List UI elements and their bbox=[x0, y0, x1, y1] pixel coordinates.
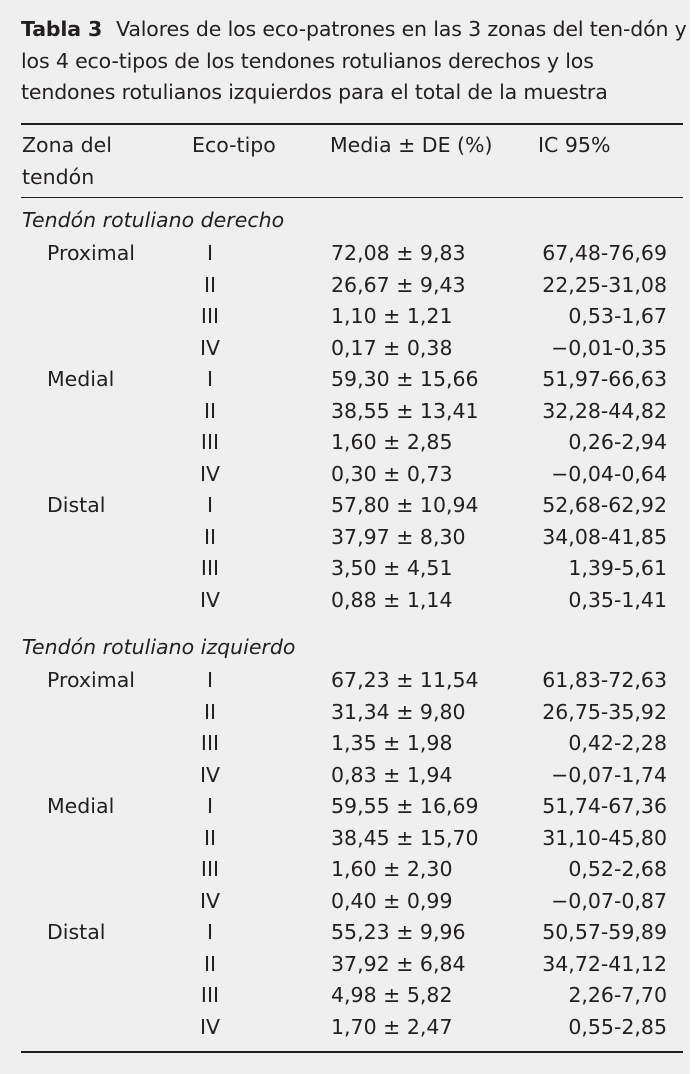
mean-sd-cell: 1,35 ± 1,98 bbox=[331, 731, 453, 755]
eco-type-cell: II bbox=[203, 272, 217, 297]
mean-sd-cell: 0,40 ± 0,99 bbox=[331, 888, 453, 913]
zone-cell: Distal bbox=[47, 493, 106, 517]
header-mean-sd: Media ± DE (%) bbox=[330, 133, 493, 157]
ci-cell: −0,01-0,35 bbox=[551, 335, 667, 360]
eco-type-cell: IV bbox=[199, 762, 221, 787]
table-row bbox=[0, 949, 700, 981]
eco-type-cell: IV bbox=[199, 587, 221, 612]
eco-type-cell: IV bbox=[199, 461, 221, 486]
eco-type-cell: IV bbox=[199, 335, 221, 360]
ci-cell: 22,25-31,08 bbox=[542, 272, 667, 297]
table-row bbox=[0, 886, 700, 918]
zone-cell: Medial bbox=[47, 794, 115, 818]
ci-cell: 67,48-76,69 bbox=[542, 241, 667, 265]
eco-type-cell: III bbox=[200, 983, 220, 1007]
mean-sd-cell: 1,70 ± 2,47 bbox=[331, 1014, 453, 1039]
eco-type-cell: IV bbox=[199, 1014, 221, 1039]
header-zone: Zona del tendón bbox=[22, 133, 112, 189]
mean-sd-cell: 37,92 ± 6,84 bbox=[331, 951, 466, 976]
zone-cell: Proximal bbox=[47, 668, 135, 692]
eco-type-cell: II bbox=[203, 699, 217, 724]
mean-sd-cell: 26,67 ± 9,43 bbox=[331, 272, 466, 297]
eco-type-cell: II bbox=[203, 951, 217, 976]
eco-type-cell: III bbox=[200, 556, 220, 580]
section-title: Tendón rotuliano derecho bbox=[22, 208, 285, 232]
mean-sd-cell: 1,60 ± 2,85 bbox=[331, 430, 453, 454]
eco-type-cell: I bbox=[206, 668, 214, 692]
mean-sd-cell: 1,10 ± 1,21 bbox=[331, 304, 453, 328]
mean-sd-cell: 37,97 ± 8,30 bbox=[331, 524, 466, 549]
ci-cell: 51,97-66,63 bbox=[542, 367, 667, 391]
mean-sd-cell: 3,50 ± 4,51 bbox=[331, 556, 453, 580]
ci-cell: 1,39-5,61 bbox=[568, 556, 667, 580]
header-eco-type: Eco-tipo bbox=[192, 133, 276, 157]
top-rule bbox=[21, 123, 683, 125]
table-row bbox=[0, 917, 700, 949]
ci-cell: 0,52-2,68 bbox=[568, 857, 667, 881]
eco-type-cell: III bbox=[200, 304, 220, 328]
mean-sd-cell: 0,30 ± 0,73 bbox=[331, 461, 453, 486]
ci-cell: 61,83-72,63 bbox=[542, 668, 667, 692]
table-row bbox=[0, 585, 700, 617]
table-row bbox=[0, 522, 700, 554]
eco-type-cell: II bbox=[203, 398, 217, 423]
table-row bbox=[0, 490, 700, 522]
ci-cell: 0,42-2,28 bbox=[568, 731, 667, 755]
ci-cell: 34,08-41,85 bbox=[542, 524, 667, 549]
table-caption bbox=[21, 14, 691, 109]
table-row bbox=[0, 823, 700, 855]
ci-cell: 52,68-62,92 bbox=[542, 493, 667, 517]
mean-sd-cell: 0,88 ± 1,14 bbox=[331, 587, 453, 612]
ci-cell: −0,07-1,74 bbox=[551, 762, 667, 787]
eco-type-cell: III bbox=[200, 857, 220, 881]
ci-cell: 51,74-67,36 bbox=[542, 794, 667, 818]
ci-cell: −0,04-0,64 bbox=[551, 461, 667, 486]
table-row bbox=[0, 270, 700, 302]
table-row bbox=[0, 238, 700, 270]
mean-sd-cell: 1,60 ± 2,30 bbox=[331, 857, 453, 881]
table-row bbox=[0, 427, 700, 459]
section-title: Tendón rotuliano izquierdo bbox=[22, 635, 296, 659]
table-row bbox=[0, 665, 700, 697]
eco-type-cell: I bbox=[206, 493, 214, 517]
header-ci: IC 95% bbox=[538, 133, 611, 157]
table-row bbox=[0, 854, 700, 886]
ci-cell: 32,28-44,82 bbox=[542, 398, 667, 423]
caption-text: Valores de los eco-patrones en las 3 zonas del ten-dón y los 4 eco-tipos de los tendones rotulianos derechos y los tendones rotulianos izquierdos para el total de la muestra bbox=[21, 17, 687, 104]
eco-type-cell: I bbox=[206, 241, 214, 265]
mean-sd-cell: 55,23 ± 9,96 bbox=[331, 920, 466, 944]
mean-sd-cell: 67,23 ± 11,54 bbox=[331, 668, 479, 692]
mean-sd-cell: 4,98 ± 5,82 bbox=[331, 983, 453, 1007]
ci-cell: 0,55-2,85 bbox=[568, 1014, 667, 1039]
table-row bbox=[0, 333, 700, 365]
eco-type-cell: I bbox=[206, 920, 214, 944]
bottom-rule bbox=[21, 1051, 683, 1053]
eco-type-cell: I bbox=[206, 794, 214, 818]
header-rule bbox=[21, 197, 683, 198]
table-row bbox=[0, 728, 700, 760]
ci-cell: 31,10-45,80 bbox=[542, 825, 667, 850]
eco-type-cell: IV bbox=[199, 888, 221, 913]
mean-sd-cell: 0,83 ± 1,94 bbox=[331, 762, 453, 787]
ci-cell: 0,35-1,41 bbox=[568, 587, 667, 612]
mean-sd-cell: 38,55 ± 13,41 bbox=[331, 398, 479, 423]
mean-sd-cell: 38,45 ± 15,70 bbox=[331, 825, 479, 850]
table-row bbox=[0, 396, 700, 428]
ci-cell: 0,26-2,94 bbox=[568, 430, 667, 454]
mean-sd-cell: 31,34 ± 9,80 bbox=[331, 699, 466, 724]
mean-sd-cell: 59,30 ± 15,66 bbox=[331, 367, 479, 391]
ci-cell: 34,72-41,12 bbox=[542, 951, 667, 976]
table-row bbox=[0, 1012, 700, 1044]
ci-cell: 50,57-59,89 bbox=[542, 920, 667, 944]
ci-cell: −0,07-0,87 bbox=[551, 888, 667, 913]
caption-label: Tabla 3 bbox=[21, 17, 103, 41]
ci-cell: 26,75-35,92 bbox=[542, 699, 667, 724]
table-row bbox=[0, 553, 700, 585]
mean-sd-cell: 59,55 ± 16,69 bbox=[331, 794, 479, 818]
mean-sd-cell: 57,80 ± 10,94 bbox=[331, 493, 479, 517]
mean-sd-cell: 72,08 ± 9,83 bbox=[331, 241, 466, 265]
table-row bbox=[0, 301, 700, 333]
table-row bbox=[0, 459, 700, 491]
eco-type-cell: II bbox=[203, 825, 217, 850]
table-row bbox=[0, 364, 700, 396]
zone-cell: Distal bbox=[47, 920, 106, 944]
table-row bbox=[0, 980, 700, 1012]
mean-sd-cell: 0,17 ± 0,38 bbox=[331, 335, 453, 360]
ci-cell: 2,26-7,70 bbox=[568, 983, 667, 1007]
table-row bbox=[0, 760, 700, 792]
eco-type-cell: III bbox=[200, 430, 220, 454]
table-row bbox=[0, 697, 700, 729]
table-row bbox=[0, 791, 700, 823]
zone-cell: Medial bbox=[47, 367, 115, 391]
eco-type-cell: II bbox=[203, 524, 217, 549]
eco-type-cell: III bbox=[200, 731, 220, 755]
ci-cell: 0,53-1,67 bbox=[568, 304, 667, 328]
eco-type-cell: I bbox=[206, 367, 214, 391]
zone-cell: Proximal bbox=[47, 241, 135, 265]
